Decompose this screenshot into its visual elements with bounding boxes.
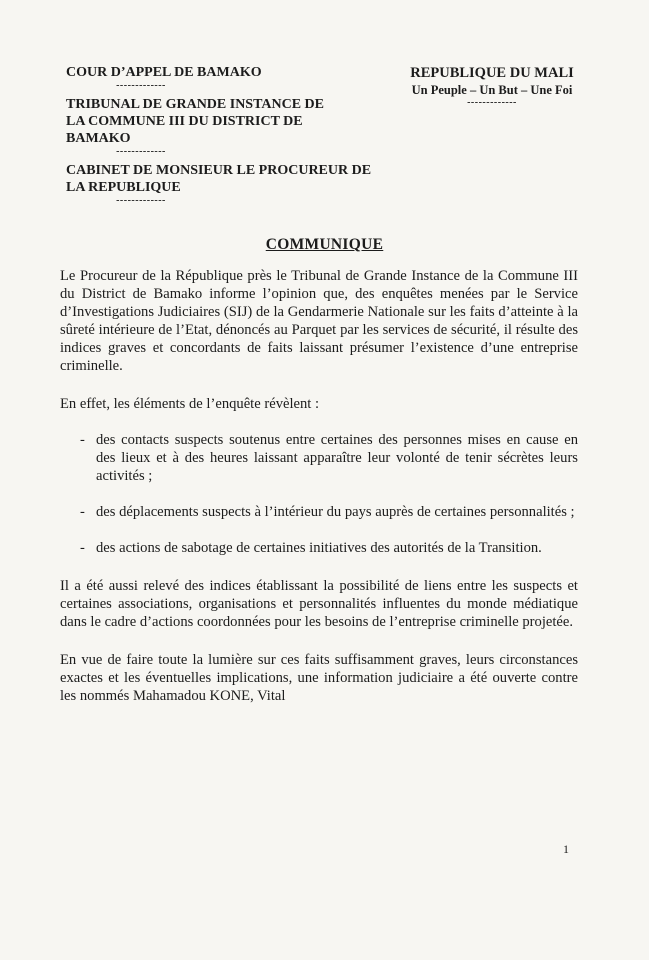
- list-item-text: des déplacements suspects à l’intérieur du pays auprès de certaines personnalités ;: [96, 504, 575, 520]
- bullet-dash: -: [80, 432, 85, 448]
- paragraph-findings-intro: En effet, les éléments de l’enquête révèlent :: [60, 396, 320, 412]
- bullet-dash: -: [80, 540, 85, 556]
- paragraph-intro: Le Procureur de la République près le Tribunal de Grande Instance de la Commune III du District de Bamako informe l’opinion que, des enquêtes menées par le Service d’Investigations Judiciaires (SIJ) de la Gendarmerie Nationale sur les faits d’atteinte à la sûreté intérieure de l’Etat, dénoncés au Parquet par les services de sécurité, il résulte des indices graves et concordants de faits laissant présumer l’existence d’une entreprise criminelle.: [60, 268, 578, 374]
- cabinet-name: CABINET DE MONSIEUR LE PROCUREUR DE LA REPUBLIQUE: [66, 163, 372, 195]
- separator: -------------: [116, 80, 166, 91]
- page-number: 1: [563, 842, 569, 856]
- bullet-dash: -: [80, 504, 85, 520]
- findings-list: [60, 431, 578, 557]
- list-item-text: des contacts suspects soutenus entre certaines des personnes mises en cause en des lieux et à des heures laissant apparaître leur volonté de tenir sécrètes leurs activités ;: [96, 432, 578, 484]
- list-item: [60, 503, 578, 521]
- court-name: COUR D’APPEL DE BAMAKO: [66, 65, 262, 80]
- list-item: [60, 539, 578, 557]
- list-item-text: des actions de sabotage de certaines initiatives des autorités de la Transition.: [96, 540, 542, 556]
- country-motto: Un Peuple – Un But – Une Foi: [411, 83, 573, 97]
- separator: -------------: [467, 97, 517, 108]
- paragraph-links: Il a été aussi relevé des indices établissant la possibilité de liens entre les suspects et certaines associations, organisations et personnalités influentes du monde médiatique dans le cadre d’actions coordonnées pour les besoins de l’entreprise criminelle projetée.: [60, 578, 578, 630]
- separator: -------------: [116, 146, 166, 157]
- paragraph-investigation: En vue de faire toute la lumière sur ces faits suffisamment graves, leurs circonstances exactes et les éventuelles implications, une information judiciaire a été ouverte contre les nommés Mahamadou KONE, Vital: [60, 652, 578, 704]
- document-body: [60, 267, 578, 705]
- document-title: COMMUNIQUE: [265, 236, 384, 253]
- country-header: [392, 64, 592, 107]
- issuer-header: [66, 64, 396, 205]
- country-name: REPUBLIQUE DU MALI: [410, 65, 574, 81]
- tribunal-name: TRIBUNAL DE GRANDE INSTANCE DE LA COMMUNE III DU DISTRICT DE BAMAKO: [66, 97, 325, 146]
- separator: -------------: [116, 195, 166, 206]
- list-item: [60, 431, 578, 485]
